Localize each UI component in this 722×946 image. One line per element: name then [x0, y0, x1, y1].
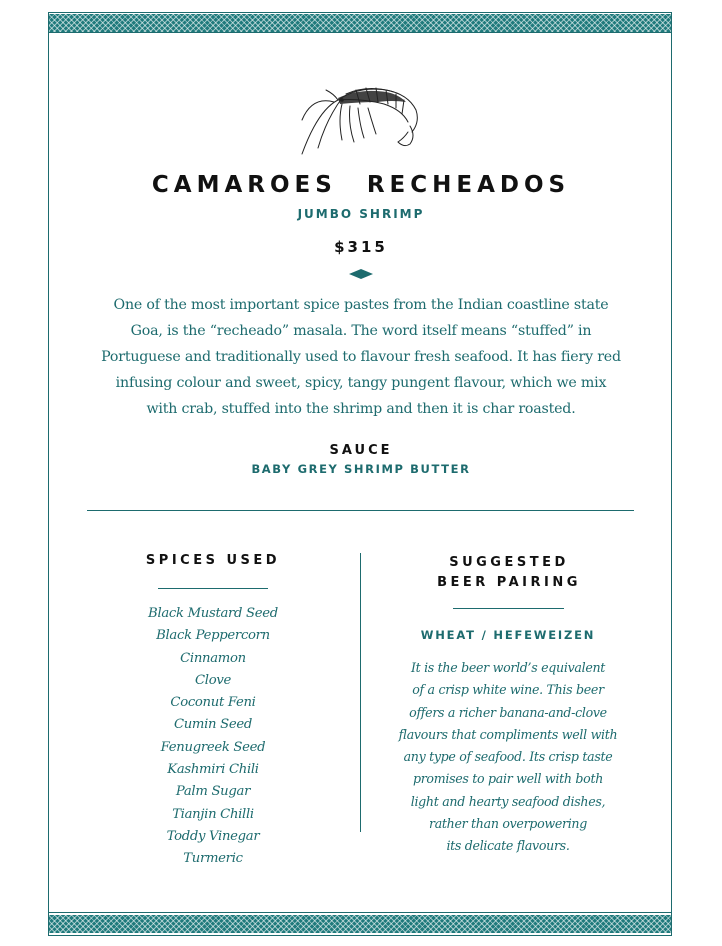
- dish-title-word2: RECHEADOS: [366, 172, 571, 198]
- description-line: Goa, is the “recheado” masala. The word itself means “stuffed” in: [130, 323, 592, 339]
- sauce-heading: SAUCE: [329, 443, 393, 458]
- beer-description-line: offers a richer banana-and-clove: [409, 704, 607, 720]
- bottom-band-rule: [49, 912, 671, 913]
- bottom-decorative-band: [49, 915, 671, 933]
- list-item: Black Peppercorn: [156, 628, 270, 644]
- dish-price: $315: [334, 238, 388, 256]
- beer-heading-rule: [453, 608, 564, 609]
- list-item: Coconut Feni: [170, 695, 256, 711]
- section-divider: [87, 510, 634, 511]
- shrimp-illustration: [298, 80, 424, 158]
- top-band-rule: [49, 32, 671, 33]
- beer-description: [388, 657, 628, 858]
- beer-description-line: promises to pair well with both: [412, 771, 604, 787]
- description-line: infusing colour and sweet, spicy, tangy pungent flavour, which we mix: [115, 375, 607, 391]
- diamond-ornament-icon: [349, 269, 373, 279]
- beer-description-line: flavours that compliments well with: [398, 726, 618, 742]
- spice-list: [100, 603, 326, 871]
- beer-heading-line2: BEER PAIRING: [437, 575, 581, 590]
- beer-description-line: light and hearty seafood dishes,: [410, 793, 606, 809]
- list-item: Black Mustard Seed: [148, 606, 278, 621]
- list-item: Tianjin Chilli: [172, 806, 254, 822]
- description-line: One of the most important spice pastes from the Indian coastline state: [113, 297, 609, 313]
- beer-description-line: rather than overpowering: [428, 816, 588, 832]
- list-item: Fenugreek Seed: [160, 739, 266, 755]
- spices-heading-rule: [158, 588, 268, 589]
- top-decorative-band: [49, 14, 671, 32]
- list-item: Palm Sugar: [175, 784, 251, 800]
- beer-description-line: its delicate flavours.: [446, 838, 570, 854]
- spices-heading: SPICES USED: [145, 553, 281, 568]
- sauce-value: BABY GREY SHRIMP BUTTER: [251, 462, 471, 476]
- beer-description-line: It is the beer world’s equivalent: [410, 660, 606, 675]
- list-item: Turmeric: [183, 851, 243, 867]
- description-line: with crab, stuffed into the shrimp and then it is char roasted.: [146, 401, 576, 417]
- list-item: Kashmiri Chili: [167, 762, 259, 778]
- dish-title: [0, 172, 722, 198]
- list-item: Clove: [194, 672, 231, 688]
- dish-title-word1: CAMAROES: [151, 172, 337, 198]
- dish-subtitle: JUMBO SHRIMP: [297, 207, 425, 221]
- list-item: Cinnamon: [180, 650, 246, 666]
- list-item: Cumin Seed: [173, 717, 253, 733]
- beer-pairing-heading: [395, 553, 623, 593]
- beer-heading-line1: SUGGESTED: [449, 555, 569, 570]
- column-divider: [360, 553, 361, 832]
- description-line: Portuguese and traditionally used to flavour fresh seafood. It has fiery red: [101, 349, 621, 365]
- beer-description-line: any type of seafood. Its crisp taste: [403, 749, 613, 765]
- beer-style: WHEAT / HEFEWEIZEN: [420, 628, 596, 642]
- beer-description-line: of a crisp white wine. This beer: [412, 682, 604, 698]
- dish-description: [88, 292, 634, 422]
- list-item: Toddy Vinegar: [166, 828, 260, 844]
